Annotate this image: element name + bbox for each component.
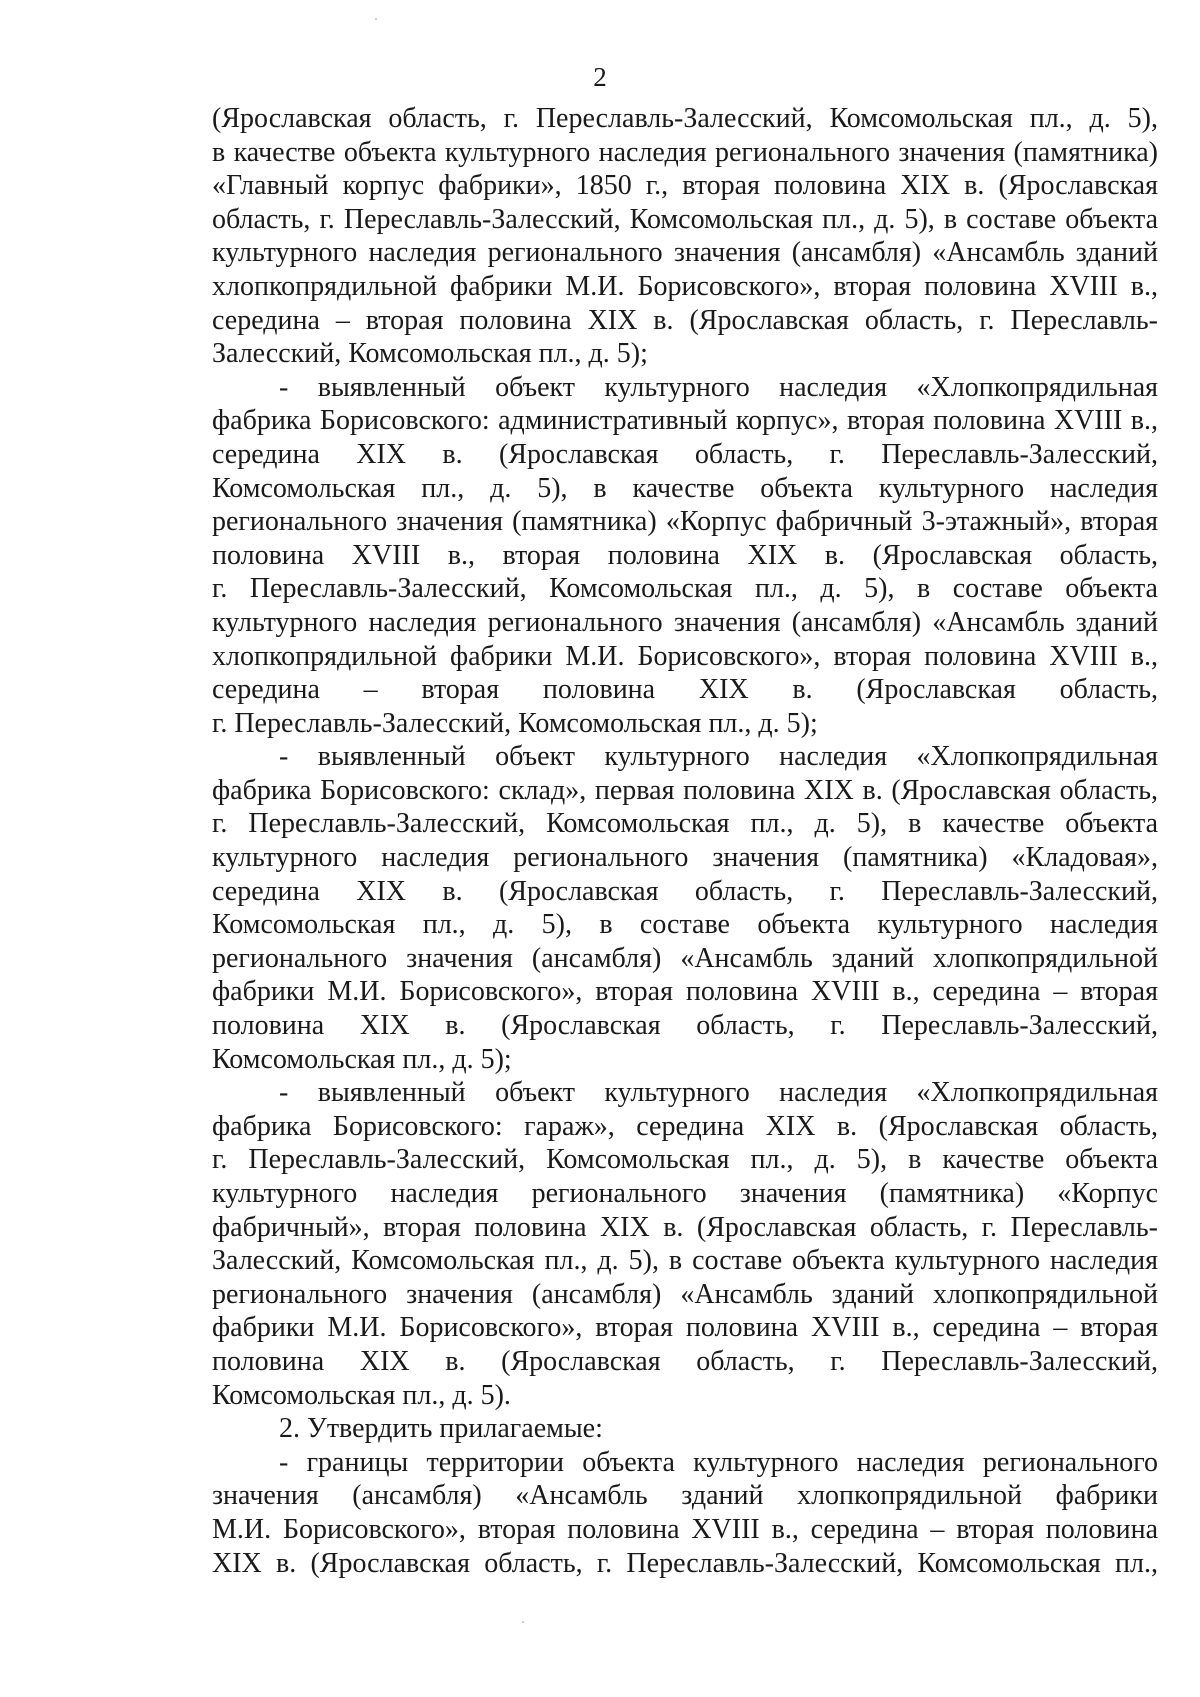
text-line: культурного наследия регионального значения (памятника) «Корпус (212, 1178, 1158, 1209)
text-line: середина XIX в. (Ярославская область, г. Переславль-Залесский, (212, 875, 1158, 907)
scan-speck (522, 1621, 524, 1623)
document-body (212, 102, 1158, 1580)
text-line: половина XIX в. (Ярославская область, г. Переславль-Залесский, (212, 1345, 1158, 1377)
text-line: культурного наследия регионального значения (ансамбля) «Ансамбль зданий (212, 237, 1158, 269)
page-number: 2 (593, 62, 607, 92)
text-line: фабричный», вторая половина XIX в. (Ярославская область, г. Переславль- (212, 1211, 1158, 1243)
text-line: Комсомольская пл., д. 5); (212, 1043, 512, 1075)
text-line: регионального значения (ансамбля) «Ансамбль зданий хлопкопрядильной (212, 1278, 1158, 1310)
text-line: половина XVIII в., вторая половина XIX в. (Ярославская область, (212, 539, 1158, 571)
text-line: фабрики М.И. Борисовского», вторая половина XVIII в., середина – вторая (212, 1312, 1158, 1344)
text-line: середина – вторая половина XIX в. (Ярославская область, (212, 674, 1158, 706)
text-line: культурного наследия регионального значения (ансамбля) «Ансамбль зданий (212, 606, 1158, 638)
list-item-first-line: - выявленный объект культурного наследия «Хлопкопрядильная (279, 1077, 1158, 1109)
list-item-first-line: - выявленный объект культурного наследия «Хлопкопрядильная (279, 371, 1158, 403)
text-line: Залесский, Комсомольская пл., д. 5); (212, 338, 648, 370)
text-line: в качестве объекта культурного наследия регионального значения (памятника) (212, 136, 1158, 168)
text-line: г. Переславль-Залесский, Комсомольская пл., д. 5), в качестве объекта (212, 1144, 1158, 1176)
text-line: культурного наследия регионального значения (памятника) «Кладовая», (212, 842, 1158, 874)
text-line: значения (ансамбля) «Ансамбль зданий хлопкопрядильной фабрики (212, 1480, 1158, 1512)
text-line: (Ярославская область, г. Переславль-Залесский, Комсомольская пл., д. 5), (212, 103, 1158, 134)
text-line: фабрики М.И. Борисовского», вторая половина XVIII в., середина – вторая (212, 976, 1158, 1008)
section-heading: 2. Утвердить прилагаемые: (279, 1413, 603, 1445)
text-line: регионального значения (памятника) «Корпус фабричный 3-этажный», вторая (212, 506, 1158, 538)
scan-speck (375, 18, 377, 20)
list-item-first-line: - выявленный объект культурного наследия «Хлопкопрядильная (279, 741, 1158, 773)
text-line: фабрика Борисовского: административный корпус», вторая половина XVIII в., (212, 405, 1158, 437)
text-line: Комсомольская пл., д. 5), в качестве объекта культурного наследия (212, 472, 1158, 504)
text-line: Комсомольская пл., д. 5). (212, 1379, 511, 1411)
text-line: хлопкопрядильной фабрики М.И. Борисовского», вторая половина XVIII в., (212, 270, 1158, 302)
text-line: Залесский, Комсомольская пл., д. 5), в составе объекта культурного наследия (212, 1245, 1158, 1277)
text-line: хлопкопрядильной фабрики М.И. Борисовского», вторая половина XVIII в., (212, 640, 1158, 672)
text-line: М.И. Борисовского», вторая половина XVIII в., середина – вторая половина (212, 1513, 1158, 1545)
text-line: г. Переславль-Залесский, Комсомольская пл., д. 5), в качестве объекта (212, 808, 1158, 840)
text-line: г. Переславль-Залесский, Комсомольская пл., д. 5), в составе объекта (212, 573, 1158, 605)
text-line: регионального значения (ансамбля) «Ансамбль зданий хлопкопрядильной (212, 942, 1158, 974)
text-line: область, г. Переславль-Залесский, Комсомольская пл., д. 5), в составе объекта (212, 203, 1158, 235)
list-item-first-line: - границы территории объекта культурного наследия регионального (279, 1446, 1158, 1478)
text-line: фабрика Борисовского: склад», первая половина XIX в. (Ярославская область, (212, 774, 1158, 806)
text-line: г. Переславль-Залесский, Комсомольская пл., д. 5); (212, 707, 818, 739)
text-line: Комсомольская пл., д. 5), в составе объекта культурного наследия (212, 909, 1158, 941)
text-line: XIX в. (Ярославская область, г. Переславль-Залесский, Комсомольская пл., (212, 1547, 1158, 1579)
text-line: середина – вторая половина XIX в. (Ярославская область, г. Переславль- (212, 304, 1158, 336)
text-line: фабрика Борисовского: гараж», середина XIX в. (Ярославская область, (212, 1110, 1158, 1142)
text-line: середина XIX в. (Ярославская область, г. Переславль-Залесский, (212, 438, 1158, 470)
text-line: «Главный корпус фабрики», 1850 г., вторая половина XIX в. (Ярославская (212, 170, 1158, 202)
text-line: половина XIX в. (Ярославская область, г. Переславль-Залесский, (212, 1010, 1158, 1042)
